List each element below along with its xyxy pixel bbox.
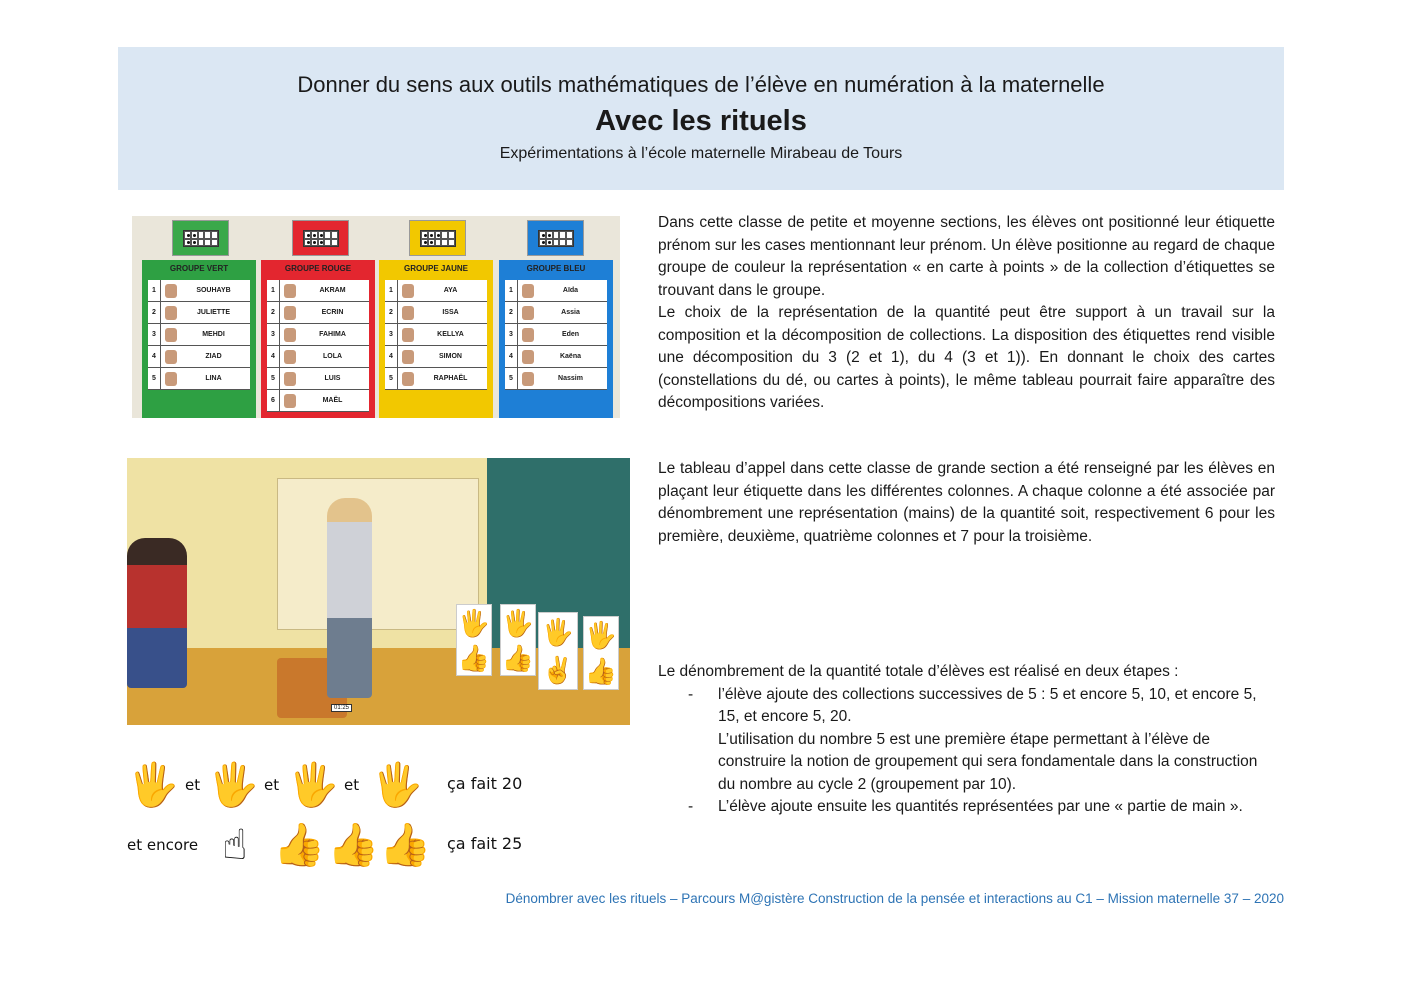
dot-cell: [324, 239, 331, 247]
group-row: [385, 324, 487, 346]
group-row: [148, 368, 250, 390]
thumb-up-icon: 👍: [273, 820, 326, 869]
group-row: [267, 302, 369, 324]
dot-cell: [421, 231, 428, 239]
dot-cell: [566, 239, 573, 247]
hand-formula-20: [127, 760, 547, 810]
row-number: 2: [267, 302, 280, 323]
group-row: [505, 368, 607, 390]
color-group: [379, 260, 493, 418]
page-subtitle: Expérimentations à l’école maternelle Mirabeau de Tours: [499, 145, 903, 162]
student-name: FAHIMA: [319, 331, 346, 338]
page-supertitle: Donner du sens aux outils mathématiques de l’élève en numération à la maternelle: [297, 72, 1105, 97]
list-dash: -: [688, 798, 694, 815]
dot-card: [527, 220, 584, 256]
hand-formula-25: [127, 820, 547, 870]
student-name: Kaëna: [559, 353, 581, 360]
result-25: ça fait 25: [447, 834, 523, 853]
open-hand-icon: 🖐: [287, 760, 340, 809]
student-name: AYA: [443, 287, 458, 294]
word-et: et: [344, 776, 360, 794]
dot-cell: [441, 239, 448, 247]
dot-cell: [435, 239, 442, 247]
student-name: SIMON: [439, 353, 462, 360]
student-photo: [402, 306, 414, 320]
dot-cell: [428, 231, 435, 239]
dot-card: [292, 220, 349, 256]
pointing-finger-icon: ☝: [222, 820, 248, 869]
group-row: [148, 346, 250, 368]
row-number: 1: [267, 280, 280, 301]
word-et: et: [264, 776, 280, 794]
row-number: 4: [148, 346, 161, 367]
list-item-text: L’utilisation du nombre 5 est une première étape permettant à l’élève de construire la notion de groupement qui sera fondamentale dans la construction du nombre au cycle 2 (groupement par 10).: [718, 730, 1258, 793]
hands-card-6: [583, 616, 619, 690]
dot-cell: [421, 239, 428, 247]
student-name: Eden: [561, 331, 580, 338]
dot-cell: [304, 239, 311, 247]
group-title: GROUPE VERT: [169, 264, 229, 273]
row-number: 2: [505, 302, 518, 323]
dot-cell: [539, 239, 546, 247]
paragraph-classroom-description: [658, 458, 1275, 548]
dot-cell: [428, 239, 435, 247]
row-number: 3: [267, 324, 280, 345]
row-number: 6: [267, 390, 280, 411]
student-name: RAPHAËL: [433, 375, 468, 382]
dot-cell: [211, 239, 218, 247]
dot-cell: [318, 239, 325, 247]
student-name: ISSA: [442, 309, 459, 316]
student-photo: [402, 350, 414, 364]
group-row: [267, 390, 369, 412]
dot-cell: [553, 231, 560, 239]
thumb-up-icon: 👍: [457, 642, 491, 673]
dot-grid: [303, 230, 339, 247]
open-hand-icon: 🖐: [541, 617, 575, 647]
student-photo: [165, 284, 177, 298]
color-group: [261, 260, 375, 418]
dot-cell: [198, 239, 205, 247]
student-photo: [165, 306, 177, 320]
group-row: [385, 368, 487, 390]
dot-cell: [311, 231, 318, 239]
thumb-up-icon: 👍: [584, 656, 618, 686]
list-intro: Le dénombrement de la quantité totale d’élèves est réalisé en deux étapes :: [658, 663, 1179, 680]
row-number: 5: [148, 368, 161, 389]
group-row: [385, 302, 487, 324]
dot-cell: [304, 231, 311, 239]
group-row: [505, 324, 607, 346]
list-item: [658, 684, 1275, 797]
paragraph-board-description: [658, 212, 1275, 415]
dot-cell: [539, 231, 546, 239]
thumb-up-icon: 👍: [327, 820, 380, 869]
group-row: [267, 368, 369, 390]
student-name: MEHDI: [202, 331, 225, 338]
student-name: LINA: [205, 375, 222, 382]
group-row: [505, 302, 607, 324]
dot-cell: [448, 239, 455, 247]
list-item-text: l’élève ajoute des collections successives de 5 : 5 et encore 5, 10, et encore 5, 15, et encore 5, 20.: [718, 685, 1257, 725]
dot-cell: [559, 239, 566, 247]
group-row: [505, 280, 607, 302]
row-number: 2: [148, 302, 161, 323]
dot-cell: [546, 239, 553, 247]
student-name: KELLYA: [437, 331, 464, 338]
dot-cell: [204, 231, 211, 239]
student-photo: [402, 372, 414, 386]
student-photo: [284, 306, 296, 320]
group-rows: [505, 280, 607, 390]
counting-steps: [658, 661, 1275, 819]
dot-cell: [184, 231, 191, 239]
dot-grid: [538, 230, 574, 247]
student-photo: [522, 350, 534, 364]
row-number: 1: [505, 280, 518, 301]
row-number: 5: [385, 368, 398, 389]
hands-card-6: [500, 604, 536, 676]
group-title: GROUPE BLEU: [526, 264, 586, 273]
color-group: [142, 260, 256, 418]
dot-cell: [204, 239, 211, 247]
photo-timestamp: 01:25: [331, 704, 352, 712]
word-et-encore: et encore: [127, 836, 199, 854]
student-photo: [165, 328, 177, 342]
student-photo: [284, 372, 296, 386]
classroom-photo: [127, 458, 630, 725]
paragraph-text: Le tableau d’appel dans cette classe de grande section a été renseigné par les élèves en plaçant leur étiquette dans les différentes colonnes. A chaque colonne a été associée par dénombrement une représentation (mains) de la quantité soit, respectivement 6 pour les première, deuxième, quatrième colonnes et 7 pour la troisième.: [658, 460, 1275, 545]
dot-cell: [191, 231, 198, 239]
student-name: Assia: [561, 309, 580, 316]
dot-cell: [441, 231, 448, 239]
student-name: AKRAM: [319, 287, 346, 294]
title-banner: [118, 47, 1284, 190]
dot-card: [409, 220, 466, 256]
row-number: 2: [385, 302, 398, 323]
list-dash: -: [688, 685, 694, 703]
student-name: LUIS: [324, 375, 341, 382]
child-standing: [327, 498, 372, 698]
dot-cell: [318, 231, 325, 239]
group-row: [267, 280, 369, 302]
student-name: Nassim: [558, 375, 583, 382]
dot-grid: [420, 230, 456, 247]
student-photo: [402, 328, 414, 342]
row-number: 3: [505, 324, 518, 345]
student-photo: [284, 350, 296, 364]
page-footer: Dénombrer avec les rituels – Parcours M@gistère Construction de la pensée et interactions au C1 – Mission maternelle 37 – 2020: [505, 891, 1284, 906]
row-number: 3: [385, 324, 398, 345]
dot-cell: [553, 239, 560, 247]
group-row: [267, 346, 369, 368]
student-photo: [522, 306, 534, 320]
student-name: JULIETTE: [196, 309, 231, 316]
group-rows: [148, 280, 250, 390]
group-row: [505, 346, 607, 368]
student-name: Aïda: [562, 287, 579, 294]
two-fingers-icon: ✌: [541, 655, 575, 685]
dot-cell: [184, 239, 191, 247]
word-et: et: [185, 776, 201, 794]
group-row: [148, 324, 250, 346]
list-item-text: L’élève ajoute ensuite les quantités représentées par une « partie de main ».: [718, 798, 1243, 815]
group-title: GROUPE JAUNE: [403, 264, 468, 273]
student-name: ECRIN: [321, 309, 344, 316]
student-photo: [284, 284, 296, 298]
student-photo: [165, 350, 177, 364]
open-hand-icon: 🖐: [457, 607, 491, 638]
group-title: GROUPE ROUGE: [284, 264, 352, 273]
group-rows: [267, 280, 369, 412]
student-photo: [522, 284, 534, 298]
student-name: MAËL: [322, 397, 343, 404]
row-number: 4: [267, 346, 280, 367]
dot-cell: [324, 231, 331, 239]
dot-cell: [198, 231, 205, 239]
page-title: Avec les rituels: [595, 105, 807, 137]
dot-cell: [546, 231, 553, 239]
row-number: 1: [148, 280, 161, 301]
group-row: [267, 324, 369, 346]
color-group: [499, 260, 613, 418]
paragraph-text: Dans cette classe de petite et moyenne sections, les élèves ont positionné leur étiquette prénom sur les cases mentionnant leur prénom. Un élève positionne au regard de chaque groupe de couleur la représentation « en carte à points » de la collection d’étiquettes se trouvant dans le groupe.: [658, 214, 1275, 299]
group-rows: [385, 280, 487, 390]
group-row: [385, 346, 487, 368]
thumb-up-icon: 👍: [501, 642, 535, 673]
hands-card-6: [456, 604, 492, 676]
open-hand-icon: 🖐: [501, 607, 535, 638]
group-row: [148, 302, 250, 324]
student-photo: [284, 328, 296, 342]
dot-cell: [311, 239, 318, 247]
student-photo: [402, 284, 414, 298]
paragraph-text: Le choix de la représentation de la quantité peut être support à un travail sur la composition et la décomposition de collections. La disposition des étiquettes rend visible une décomposition du 3 (2 et 1), du 4 (3 et 1)). En donnant le choix des cartes (constellations du dé, ou cartes à points), le même tableau pourrait faire apparaître des décompositions variées.: [658, 304, 1275, 411]
dot-cell: [559, 231, 566, 239]
row-number: 1: [385, 280, 398, 301]
child-sitting: [127, 538, 187, 688]
student-photo: [522, 372, 534, 386]
row-number: 3: [148, 324, 161, 345]
student-name: ZIAD: [205, 353, 222, 360]
group-row: [148, 280, 250, 302]
open-hand-icon: 🖐: [584, 620, 618, 650]
student-name: LOLA: [322, 353, 343, 360]
thumb-up-icon: 👍: [379, 820, 432, 869]
hands-card-7: [538, 612, 578, 690]
attendance-chart: [277, 478, 479, 630]
row-number: 5: [505, 368, 518, 389]
student-photo: [522, 328, 534, 342]
row-number: 4: [505, 346, 518, 367]
dot-cell: [448, 231, 455, 239]
result-20: ça fait 20: [447, 774, 523, 793]
open-hand-icon: 🖐: [127, 760, 180, 809]
open-hand-icon: 🖐: [371, 760, 424, 809]
dot-cell: [435, 231, 442, 239]
dot-cell: [331, 231, 338, 239]
dot-cell: [211, 231, 218, 239]
row-number: 4: [385, 346, 398, 367]
open-hand-icon: 🖐: [207, 760, 260, 809]
group-row: [385, 280, 487, 302]
student-name: SOUHAYB: [196, 287, 231, 294]
dot-cell: [566, 231, 573, 239]
list-item: [658, 796, 1275, 819]
row-number: 5: [267, 368, 280, 389]
attendance-board-photo: [132, 216, 620, 418]
student-photo: [165, 372, 177, 386]
dot-grid: [183, 230, 219, 247]
dot-cell: [331, 239, 338, 247]
student-photo: [284, 394, 296, 408]
dot-cell: [191, 239, 198, 247]
dot-card: [172, 220, 229, 256]
